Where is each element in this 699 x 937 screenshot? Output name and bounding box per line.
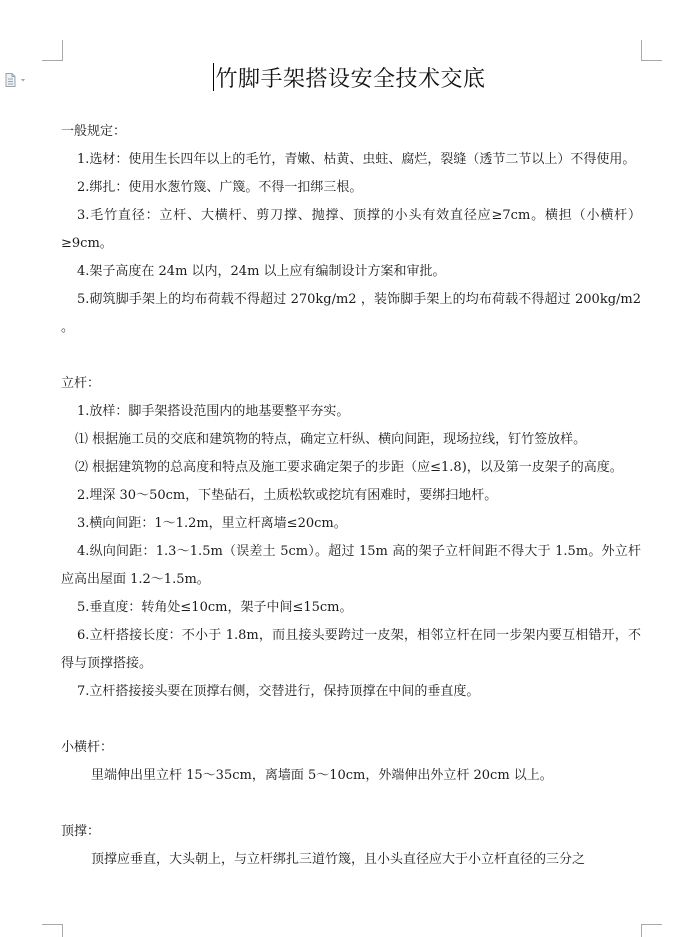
general-item-4: 4.架子高度在 24m 以内，24m 以上应有编制设计方案和审批。 [77, 264, 446, 279]
general-item-3: 3.毛竹直径：立杆、大横杆、剪刀撑、抛撑、顶撑的小头有效直径应≥7cm。横担（小横杆）≥9cm。 [61, 208, 641, 251]
upright-item-4: 4.纵向间距：1.3～1.5m（误差土 5cm）。超过 15m 高的架子立杆间距不得大于 1.5m。外立杆应高出屋面 1.2～1.5m。 [61, 544, 641, 587]
upright-item-5: 5.垂直度：转角处≤10cm，架子中间≤15cm。 [77, 600, 353, 615]
section-heading-small-crossbar: 小横杆： [61, 740, 114, 755]
paragraph-gap [61, 342, 641, 370]
paragraph-gap [61, 790, 641, 818]
document-title-text: 竹脚手架搭设安全技术交底 [215, 67, 486, 92]
section-heading-top-brace: 顶撑： [61, 824, 101, 839]
document-body[interactable] [61, 118, 641, 874]
upright-item-2: 2.埋深 30～50cm，下垫砧石，土质松软或挖坑有困难时，要绑扫地杆。 [77, 488, 498, 503]
general-item-1: 1.选材：使用生长四年以上的毛竹，青嫩、枯黄、虫蛀、腐烂，裂缝（透节二节以上）不得使用。 [77, 152, 636, 167]
top-brace-text: 顶撑应垂直，大头朝上，与立杆绑扎三道竹篾，且小头直径应大于小立杆直径的三分之 [91, 852, 586, 867]
upright-item-6: 6.立杆搭接长度：不小于 1.8m，而且接头要跨过一皮架，相邻立杆在同一步架内要互相错开，不得与顶撑搭接。 [61, 628, 641, 671]
upright-item-1: 1.放样：脚手架搭设范围内的地基要整平夯实。 [77, 404, 350, 419]
page-corner-mark-bottom-left [42, 924, 63, 937]
page-corner-mark-top-left [42, 40, 63, 61]
section-heading-upright: 立杆： [61, 376, 101, 391]
section-heading-general: 一般规定： [61, 124, 127, 139]
general-item-2: 2.绑扎：使用水葱竹篾、广篾。不得一扣绑三根。 [77, 180, 363, 195]
paragraph-gap [61, 706, 641, 734]
small-crossbar-text: 里端伸出里立杆 15～35cm，离墙面 5～10cm，外端伸出外立杆 20cm 以上。 [91, 768, 553, 783]
document-title[interactable] [0, 60, 699, 100]
page-corner-mark-bottom-right [641, 924, 662, 937]
upright-item-1-sub-2: ⑵ 根据建筑物的总高度和特点及施工要求确定架子的步距（应≤1.8)，以及第一皮架子的高度。 [75, 460, 623, 475]
upright-item-1-sub-1: ⑴ 根据施工员的交底和建筑物的特点，确定立杆纵、横向间距，现场拉线，钉竹签放样。 [75, 432, 587, 447]
upright-item-3: 3.横向间距：1～1.2m，里立杆离墙≤20cm。 [77, 516, 347, 531]
upright-item-7: 7.立杆搭接接头要在顶撑右侧，交替进行，保持顶撑在中间的垂直度。 [77, 684, 480, 699]
page-corner-mark-top-right [641, 40, 662, 61]
general-item-5: 5.砌筑脚手架上的均布荷载不得超过 270kg/m2 ，装饰脚手架上的均布荷载不得超过 200kg/m2 。 [61, 292, 641, 335]
